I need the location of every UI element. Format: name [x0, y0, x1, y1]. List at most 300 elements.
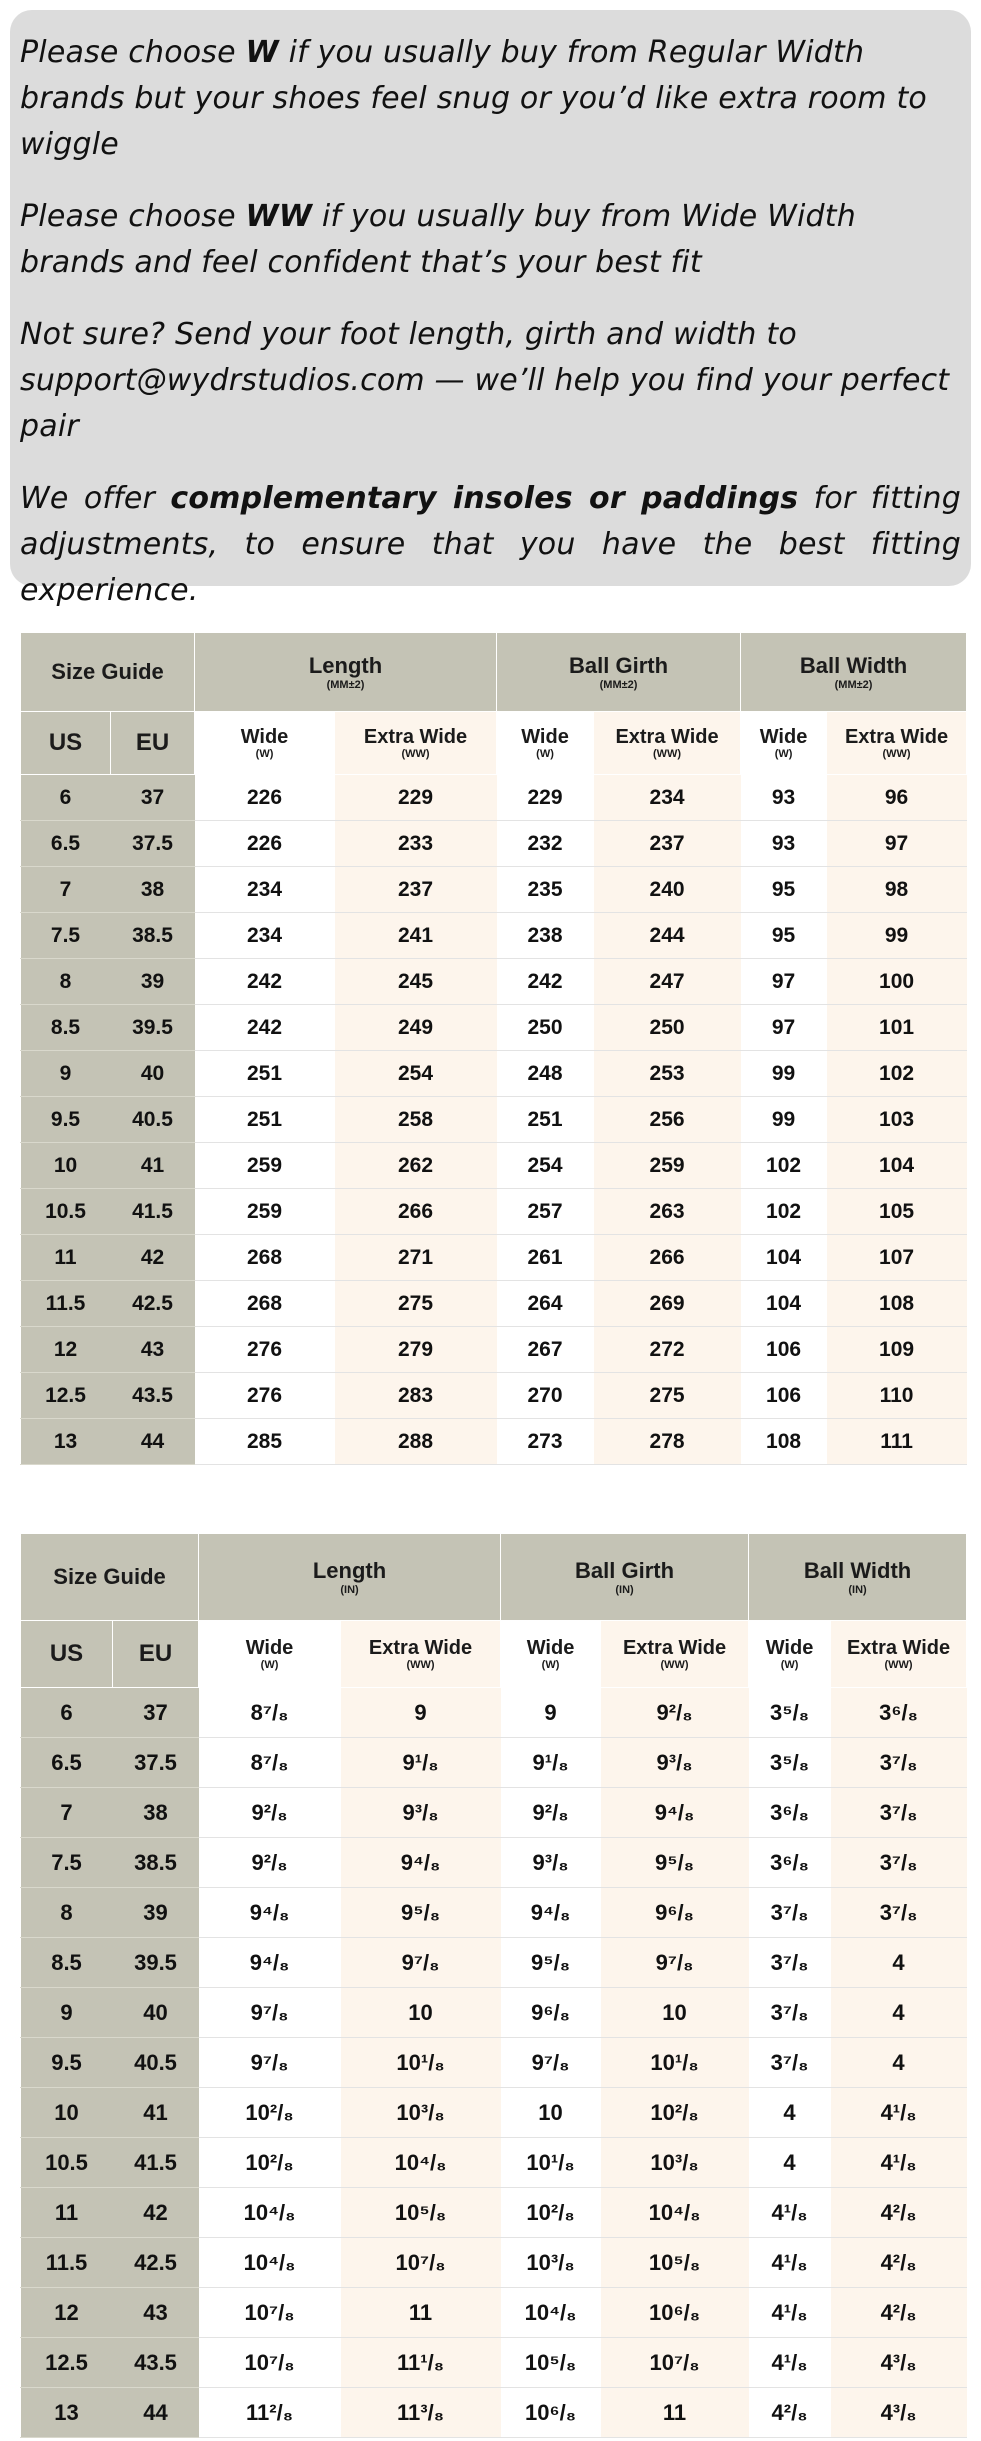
cell-girth-wide: 257: [497, 1189, 594, 1235]
cell-eu-size: 38.5: [113, 1838, 199, 1888]
instruction-ww-text: Please choose: [20, 199, 246, 234]
col-header-length-wide: [199, 1621, 341, 1688]
cell-length-wide: 226: [195, 775, 335, 821]
cell-girth-extra-wide: 9⁵/₈: [601, 1838, 749, 1888]
cell-us-size: 8.5: [21, 1938, 113, 1988]
cell-width-extra-wide: 4³/₈: [831, 2338, 967, 2388]
cell-girth-extra-wide: 10: [601, 1988, 749, 2038]
table-row: [21, 1419, 967, 1465]
table-row: [21, 1888, 967, 1938]
extra-wide-note: (WW): [406, 1658, 435, 1671]
cell-width-wide: 97: [741, 1005, 827, 1051]
cell-girth-wide: 248: [497, 1051, 594, 1097]
extra-wide-note: (WW): [882, 747, 911, 760]
cell-us-size: 9: [21, 1988, 113, 2038]
cell-width-wide: 102: [741, 1143, 827, 1189]
extra-wide-note: (WW): [401, 747, 430, 760]
cell-length-extra-wide: 279: [335, 1327, 497, 1373]
cell-us-size: 9: [21, 1051, 111, 1097]
cell-girth-wide: 10¹/₈: [501, 2138, 601, 2188]
table-row: [21, 2188, 967, 2238]
col-header-width-extra-wide: [827, 712, 967, 775]
cell-girth-wide: 264: [497, 1281, 594, 1327]
cell-width-wide: 106: [741, 1327, 827, 1373]
cell-eu-size: 43.5: [113, 2338, 199, 2388]
table-row: [21, 959, 967, 1005]
cell-us-size: 6: [21, 775, 111, 821]
cell-width-extra-wide: 4²/₈: [831, 2188, 967, 2238]
cell-width-wide: 4¹/₈: [749, 2188, 831, 2238]
cell-length-wide: 268: [195, 1235, 335, 1281]
cell-us-size: 6.5: [21, 821, 111, 867]
cell-width-wide: 3⁵/₈: [749, 1738, 831, 1788]
cell-width-extra-wide: 101: [827, 1005, 967, 1051]
support-note: Not sure? Send your foot length, girth and width to support@wydrstudios.com — we’ll help you find your perfect pair: [20, 317, 950, 444]
cell-length-extra-wide: 9: [341, 1688, 501, 1738]
cell-us-size: 12: [21, 1327, 111, 1373]
cell-us-size: 12: [21, 2288, 113, 2338]
insoles-note-highlight: complementary insoles or paddings: [170, 481, 799, 516]
cell-eu-size: 40.5: [111, 1097, 195, 1143]
group-name: Ball Width: [803, 1557, 912, 1583]
col-header-length-wide: [195, 712, 335, 775]
extra-wide-note: (WW): [652, 747, 682, 760]
cell-length-extra-wide: 11: [341, 2288, 501, 2338]
cell-girth-extra-wide: 10³/₈: [601, 2138, 749, 2188]
cell-length-extra-wide: 10¹/₈: [341, 2038, 501, 2088]
col-header-us: US: [21, 712, 111, 775]
cell-length-extra-wide: 11³/₈: [341, 2388, 501, 2438]
cell-us-size: 13: [21, 1419, 111, 1465]
cell-girth-wide: 235: [497, 867, 594, 913]
table-row: [21, 2288, 967, 2338]
group-unit: (MM±2): [326, 678, 365, 691]
cell-width-extra-wide: 4: [831, 1988, 967, 2038]
cell-length-wide: 242: [195, 1005, 335, 1051]
cell-width-wide: 4¹/₈: [749, 2338, 831, 2388]
cell-width-wide: 4¹/₈: [749, 2238, 831, 2288]
cell-width-extra-wide: 3⁷/₈: [831, 1888, 967, 1938]
cell-us-size: 10: [21, 1143, 111, 1189]
cell-length-extra-wide: 245: [335, 959, 497, 1005]
cell-length-extra-wide: 283: [335, 1373, 497, 1419]
cell-length-extra-wide: 10⁵/₈: [341, 2188, 501, 2238]
cell-width-wide: 102: [741, 1189, 827, 1235]
cell-width-extra-wide: 111: [827, 1419, 967, 1465]
cell-width-wide: 95: [741, 867, 827, 913]
cell-length-extra-wide: 258: [335, 1097, 497, 1143]
cell-us-size: 9.5: [21, 1097, 111, 1143]
cell-eu-size: 37: [111, 775, 195, 821]
cell-eu-size: 43.5: [111, 1373, 195, 1419]
cell-girth-extra-wide: 237: [594, 821, 741, 867]
extra-wide-note: (WW): [884, 1658, 913, 1671]
group-header-row: [21, 633, 967, 712]
group-unit: (IN): [340, 1583, 359, 1596]
cell-length-wide: 285: [195, 1419, 335, 1465]
cell-length-extra-wide: 288: [335, 1419, 497, 1465]
cell-girth-extra-wide: 253: [594, 1051, 741, 1097]
wide-note: (W): [255, 747, 274, 760]
cell-girth-extra-wide: 10⁵/₈: [601, 2238, 749, 2288]
cell-eu-size: 39.5: [113, 1938, 199, 1988]
col-header-girth-wide: [497, 712, 594, 775]
cell-width-wide: 108: [741, 1419, 827, 1465]
wide-label: Wide: [759, 725, 808, 748]
cell-length-wide: 10⁴/₈: [199, 2238, 341, 2288]
cell-eu-size: 40: [113, 1988, 199, 2038]
cell-eu-size: 42: [111, 1235, 195, 1281]
cell-length-wide: 9⁴/₈: [199, 1938, 341, 1988]
table-row: [21, 913, 967, 959]
cell-girth-extra-wide: 10²/₈: [601, 2088, 749, 2138]
column-header-row: [21, 1621, 967, 1688]
cell-width-extra-wide: 3⁷/₈: [831, 1788, 967, 1838]
table-row: [21, 1373, 967, 1419]
col-header-us: US: [21, 1621, 113, 1688]
cell-width-wide: 93: [741, 821, 827, 867]
extra-wide-label: Extra Wide: [368, 1636, 473, 1659]
ball-girth-group-header: [497, 633, 741, 712]
cell-width-wide: 95: [741, 913, 827, 959]
cell-length-wide: 268: [195, 1281, 335, 1327]
cell-length-extra-wide: 275: [335, 1281, 497, 1327]
cell-width-extra-wide: 4³/₈: [831, 2388, 967, 2438]
cell-eu-size: 42.5: [113, 2238, 199, 2288]
instruction-w-code: W: [245, 35, 279, 70]
cell-us-size: 11.5: [21, 1281, 111, 1327]
table-row: [21, 867, 967, 913]
cell-girth-extra-wide: 272: [594, 1327, 741, 1373]
table-row: [21, 2338, 967, 2388]
cell-length-wide: 8⁷/₈: [199, 1688, 341, 1738]
wide-label: Wide: [240, 725, 289, 748]
cell-girth-extra-wide: 10⁷/₈: [601, 2338, 749, 2388]
cell-length-wide: 276: [195, 1373, 335, 1419]
table-row: [21, 1051, 967, 1097]
cell-girth-extra-wide: 9²/₈: [601, 1688, 749, 1738]
fit-instructions-box: [10, 10, 971, 608]
cell-girth-extra-wide: 269: [594, 1281, 741, 1327]
wide-note: (W): [541, 1658, 560, 1671]
cell-girth-wide: 232: [497, 821, 594, 867]
cell-girth-extra-wide: 234: [594, 775, 741, 821]
group-name: Ball Girth: [569, 652, 669, 678]
cell-length-wide: 9⁷/₈: [199, 2038, 341, 2088]
table-row: [21, 1189, 967, 1235]
cell-us-size: 6: [21, 1688, 113, 1738]
table-row: [21, 821, 967, 867]
cell-us-size: 7: [21, 867, 111, 913]
cell-girth-wide: 9⁷/₈: [501, 2038, 601, 2088]
cell-us-size: 9.5: [21, 2038, 113, 2088]
cell-width-wide: 3⁷/₈: [749, 2038, 831, 2088]
cell-length-wide: 234: [195, 913, 335, 959]
column-header-row: [21, 712, 967, 775]
col-header-girth-extra-wide: [601, 1621, 749, 1688]
cell-length-extra-wide: 9⁵/₈: [341, 1888, 501, 1938]
cell-length-wide: 10⁴/₈: [199, 2188, 341, 2238]
table-row: [21, 1143, 967, 1189]
cell-length-wide: 251: [195, 1097, 335, 1143]
cell-girth-extra-wide: 9⁷/₈: [601, 1938, 749, 1988]
cell-girth-extra-wide: 240: [594, 867, 741, 913]
col-header-width-extra-wide: [831, 1621, 967, 1688]
cell-width-wide: 4¹/₈: [749, 2288, 831, 2338]
cell-width-extra-wide: 99: [827, 913, 967, 959]
cell-width-extra-wide: 4²/₈: [831, 2288, 967, 2338]
cell-width-extra-wide: 104: [827, 1143, 967, 1189]
cell-girth-wide: 10³/₈: [501, 2238, 601, 2288]
cell-eu-size: 42.5: [111, 1281, 195, 1327]
instruction-ww-code: WW: [245, 199, 313, 234]
group-name: Length: [312, 1557, 387, 1583]
cell-girth-wide: 9⁴/₈: [501, 1888, 601, 1938]
cell-width-extra-wide: 107: [827, 1235, 967, 1281]
table-row: [21, 1235, 967, 1281]
cell-girth-wide: 242: [497, 959, 594, 1005]
cell-girth-extra-wide: 9⁴/₈: [601, 1788, 749, 1838]
cell-girth-wide: 10⁴/₈: [501, 2288, 601, 2338]
cell-girth-wide: 270: [497, 1373, 594, 1419]
table-row: [21, 1688, 967, 1738]
cell-length-wide: 234: [195, 867, 335, 913]
cell-girth-extra-wide: 244: [594, 913, 741, 959]
table-row: [21, 2138, 967, 2188]
cell-width-wide: 99: [741, 1097, 827, 1143]
cell-us-size: 10: [21, 2088, 113, 2138]
cell-length-extra-wide: 237: [335, 867, 497, 913]
cell-width-extra-wide: 105: [827, 1189, 967, 1235]
cell-us-size: 7: [21, 1788, 113, 1838]
table-row: [21, 1988, 967, 2038]
cell-length-wide: 259: [195, 1189, 335, 1235]
col-header-length-extra-wide: [335, 712, 497, 775]
cell-length-wide: 242: [195, 959, 335, 1005]
group-name: Ball Width: [799, 652, 908, 678]
group-unit: (MM±2): [834, 678, 873, 691]
cell-width-extra-wide: 4¹/₈: [831, 2088, 967, 2138]
cell-length-wide: 10⁷/₈: [199, 2288, 341, 2338]
col-header-girth-wide: [501, 1621, 601, 1688]
cell-eu-size: 42: [113, 2188, 199, 2238]
cell-length-extra-wide: 241: [335, 913, 497, 959]
size-guide-table-mm: [20, 632, 967, 1465]
col-header-width-wide: [749, 1621, 831, 1688]
cell-girth-extra-wide: 259: [594, 1143, 741, 1189]
cell-width-wide: 3⁶/₈: [749, 1838, 831, 1888]
extra-wide-note: (WW): [660, 1658, 689, 1671]
wide-note: (W): [780, 1658, 799, 1671]
cell-length-extra-wide: 266: [335, 1189, 497, 1235]
table-row: [21, 2088, 967, 2138]
cell-eu-size: 38.5: [111, 913, 195, 959]
cell-eu-size: 41.5: [111, 1189, 195, 1235]
group-unit: (MM±2): [599, 678, 638, 691]
cell-eu-size: 41: [111, 1143, 195, 1189]
instruction-w: [20, 30, 961, 168]
cell-girth-extra-wide: 10⁶/₈: [601, 2288, 749, 2338]
cell-width-wide: 4: [749, 2138, 831, 2188]
cell-girth-wide: 10: [501, 2088, 601, 2138]
cell-length-wide: 8⁷/₈: [199, 1738, 341, 1788]
cell-width-wide: 4²/₈: [749, 2388, 831, 2438]
instruction-ww-rest: if you usually buy from Wide Width brands and feel confident that’s your best fit: [20, 199, 856, 280]
cell-width-wide: 3⁷/₈: [749, 1988, 831, 2038]
instruction-w-rest: if you usually buy from Regular Width brands but your shoes feel snug or you’d like extra room to wiggle: [20, 35, 927, 162]
cell-us-size: 7.5: [21, 913, 111, 959]
cell-width-wide: 93: [741, 775, 827, 821]
cell-eu-size: 41: [113, 2088, 199, 2138]
extra-wide-label: Extra Wide: [622, 1636, 727, 1659]
cell-width-wide: 3⁷/₈: [749, 1938, 831, 1988]
cell-girth-extra-wide: 9³/₈: [601, 1738, 749, 1788]
cell-length-extra-wide: 11¹/₈: [341, 2338, 501, 2388]
cell-width-wide: 104: [741, 1235, 827, 1281]
cell-length-extra-wide: 229: [335, 775, 497, 821]
size-guide-title: Size Guide: [21, 633, 195, 712]
instruction-ww: [20, 194, 961, 286]
cell-eu-size: 37.5: [111, 821, 195, 867]
table-row: [21, 1738, 967, 1788]
cell-eu-size: 39: [111, 959, 195, 1005]
wide-label: Wide: [245, 1636, 294, 1659]
col-header-width-wide: [741, 712, 827, 775]
cell-length-extra-wide: 271: [335, 1235, 497, 1281]
wide-label: Wide: [521, 725, 569, 748]
group-name: Ball Girth: [575, 1557, 675, 1583]
extra-wide-label: Extra Wide: [846, 1636, 951, 1659]
cell-length-wide: 11²/₈: [199, 2388, 341, 2438]
cell-girth-extra-wide: 263: [594, 1189, 741, 1235]
cell-girth-wide: 9⁶/₈: [501, 1988, 601, 2038]
cell-width-extra-wide: 4: [831, 1938, 967, 1988]
cell-eu-size: 43: [113, 2288, 199, 2338]
wide-note: (W): [774, 747, 793, 760]
cell-girth-wide: 254: [497, 1143, 594, 1189]
length-group-header: [199, 1534, 501, 1621]
cell-width-extra-wide: 97: [827, 821, 967, 867]
cell-width-extra-wide: 3⁷/₈: [831, 1838, 967, 1888]
cell-girth-extra-wide: 275: [594, 1373, 741, 1419]
cell-girth-wide: 261: [497, 1235, 594, 1281]
cell-us-size: 10.5: [21, 1189, 111, 1235]
col-header-girth-extra-wide: [594, 712, 741, 775]
cell-length-wide: 9²/₈: [199, 1838, 341, 1888]
cell-us-size: 10.5: [21, 2138, 113, 2188]
table-row: [21, 775, 967, 821]
cell-eu-size: 37: [113, 1688, 199, 1738]
table-row: [21, 1838, 967, 1888]
cell-girth-extra-wide: 10¹/₈: [601, 2038, 749, 2088]
wide-label: Wide: [526, 1636, 575, 1659]
cell-length-wide: 9²/₈: [199, 1788, 341, 1838]
length-group-header: [195, 633, 497, 712]
table-row: [21, 1281, 967, 1327]
cell-length-extra-wide: 10⁴/₈: [341, 2138, 501, 2188]
cell-us-size: 6.5: [21, 1738, 113, 1788]
cell-eu-size: 38: [113, 1788, 199, 1838]
cell-width-extra-wide: 96: [827, 775, 967, 821]
cell-us-size: 8: [21, 959, 111, 1005]
col-header-eu: EU: [113, 1621, 199, 1688]
group-unit: (IN): [615, 1583, 634, 1596]
cell-girth-extra-wide: 266: [594, 1235, 741, 1281]
cell-width-wide: 97: [741, 959, 827, 1005]
cell-girth-wide: 250: [497, 1005, 594, 1051]
cell-width-extra-wide: 3⁷/₈: [831, 1738, 967, 1788]
insoles-note-text: We offer: [20, 481, 171, 516]
cell-girth-wide: 251: [497, 1097, 594, 1143]
cell-girth-wide: 9¹/₈: [501, 1738, 601, 1788]
cell-length-extra-wide: 9⁴/₈: [341, 1838, 501, 1888]
cell-width-wide: 104: [741, 1281, 827, 1327]
cell-width-extra-wide: 4¹/₈: [831, 2138, 967, 2188]
ball-girth-group-header: [501, 1534, 749, 1621]
cell-width-extra-wide: 98: [827, 867, 967, 913]
cell-girth-wide: 9: [501, 1688, 601, 1738]
cell-girth-wide: 229: [497, 775, 594, 821]
cell-us-size: 12.5: [21, 1373, 111, 1419]
cell-girth-wide: 10⁶/₈: [501, 2388, 601, 2438]
cell-girth-wide: 9⁵/₈: [501, 1938, 601, 1988]
table-row: [21, 2238, 967, 2288]
cell-length-wide: 10⁷/₈: [199, 2338, 341, 2388]
cell-girth-wide: 10⁵/₈: [501, 2338, 601, 2388]
cell-length-wide: 9⁴/₈: [199, 1888, 341, 1938]
ball-width-group-header: [741, 633, 967, 712]
insoles-note: [20, 476, 961, 614]
cell-width-extra-wide: 110: [827, 1373, 967, 1419]
cell-length-extra-wide: 9³/₈: [341, 1788, 501, 1838]
cell-eu-size: 43: [111, 1327, 195, 1373]
cell-width-wide: 3⁶/₈: [749, 1788, 831, 1838]
cell-girth-extra-wide: 11: [601, 2388, 749, 2438]
ball-width-group-header: [749, 1534, 967, 1621]
cell-girth-extra-wide: 247: [594, 959, 741, 1005]
cell-width-extra-wide: 103: [827, 1097, 967, 1143]
wide-note: (W): [260, 1658, 279, 1671]
cell-girth-extra-wide: 278: [594, 1419, 741, 1465]
instruction-w-text: Please choose: [20, 35, 246, 70]
cell-width-wide: 3⁷/₈: [749, 1888, 831, 1938]
cell-girth-wide: 273: [497, 1419, 594, 1465]
cell-us-size: 8: [21, 1888, 113, 1938]
cell-length-extra-wide: 254: [335, 1051, 497, 1097]
size-guide-table-inches: [20, 1533, 967, 2438]
cell-girth-extra-wide: 250: [594, 1005, 741, 1051]
cell-girth-wide: 267: [497, 1327, 594, 1373]
cell-us-size: 12.5: [21, 2338, 113, 2388]
cell-length-extra-wide: 249: [335, 1005, 497, 1051]
cell-eu-size: 38: [111, 867, 195, 913]
cell-eu-size: 39.5: [111, 1005, 195, 1051]
cell-girth-wide: 10²/₈: [501, 2188, 601, 2238]
wide-note: (W): [536, 747, 554, 760]
table-row: [21, 1097, 967, 1143]
cell-length-wide: 9⁷/₈: [199, 1988, 341, 2038]
table-row: [21, 1005, 967, 1051]
group-unit: (IN): [848, 1583, 867, 1596]
cell-length-wide: 276: [195, 1327, 335, 1373]
cell-eu-size: 44: [111, 1419, 195, 1465]
cell-girth-extra-wide: 9⁶/₈: [601, 1888, 749, 1938]
table-row: [21, 1788, 967, 1838]
cell-width-extra-wide: 3⁶/₈: [831, 1688, 967, 1738]
cell-length-extra-wide: 9⁷/₈: [341, 1938, 501, 1988]
cell-width-wide: 4: [749, 2088, 831, 2138]
cell-girth-wide: 9³/₈: [501, 1838, 601, 1888]
